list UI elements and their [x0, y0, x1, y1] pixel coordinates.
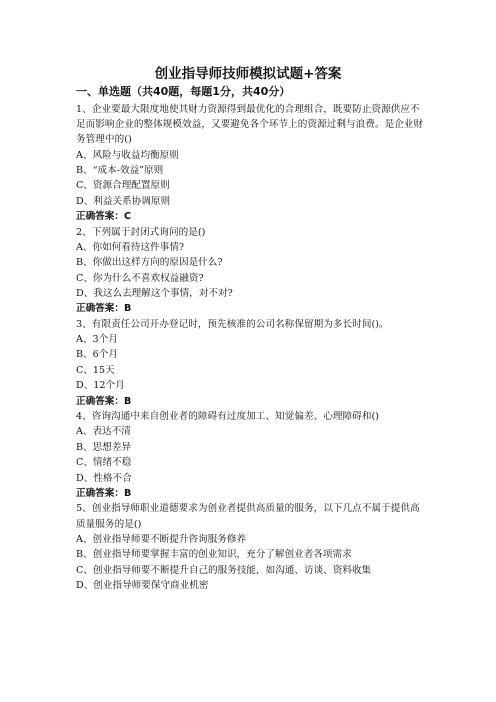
correct-answer: 正确答案：B: [76, 303, 132, 315]
option-b: B、你做出这样方向的原因是什么?: [76, 257, 223, 269]
option-c: C、情绪不稳: [76, 457, 132, 469]
option-d: D、利益关系协调原则: [76, 195, 171, 207]
option-d: D、创业指导师要保守商业机密: [76, 579, 209, 591]
question-2: [76, 225, 428, 317]
option-c: C、资源合理配置原则: [76, 180, 170, 192]
option-d: D、性格不合: [76, 472, 132, 484]
option-d: D、12个月: [76, 380, 125, 392]
question-stem: 3、有限责任公司开办登记时，预先核准的公司名称保留期为多长时间()。: [76, 318, 389, 330]
section-heading: 一、单选题（共40题，每题1分，共40分）: [76, 85, 291, 98]
option-a: A、3个月: [76, 334, 118, 346]
correct-answer: 正确答案：B: [76, 487, 132, 499]
option-c: C、你为什么不喜欢权益融资?: [76, 272, 204, 284]
question-stem: 1、企业要最大限度地使其财力资源得到最优化的合理组合，既要防止资源供应不足而影响企业的整体规模效益，又要避免各个环节上的资源过剩与浪费。是企业财务管理中的(): [76, 104, 424, 146]
option-a: A、风险与收益均衡原则: [76, 149, 179, 161]
document-title: 创业指导师技师模拟试题+答案: [154, 66, 342, 82]
option-a: A、你如何看待这件事情?: [76, 241, 185, 253]
option-c: C、创业指导师要不断提升自己的服务技能，如沟通、访谈、资料收集: [76, 564, 372, 576]
question-4: [76, 409, 428, 501]
question-stem: 4、咨询沟通中来自创业者的障碍有过度加工、知觉偏差、心理障碍和(): [76, 411, 380, 423]
option-c: C、15天: [76, 364, 115, 376]
option-b: B、思想差异: [76, 441, 132, 453]
option-b: B、“成本-效益”原则: [76, 165, 164, 177]
question-1: [76, 102, 428, 225]
correct-answer: 正确答案：C: [76, 211, 132, 223]
option-b: B、6个月: [76, 349, 118, 361]
option-d: D、我这么去理解这个事情，对不对?: [76, 288, 233, 300]
question-list: [76, 102, 428, 593]
option-a: A、创业指导师要不断提升咨询服务修养: [76, 533, 247, 545]
question-3: [76, 317, 428, 409]
option-b: B、创业指导师要掌握丰富的创业知识，充分了解创业者各项需求: [76, 549, 352, 561]
question-5: [76, 501, 428, 593]
correct-answer: 正确答案：B: [76, 395, 132, 407]
option-a: A、表达不清: [76, 426, 131, 438]
question-stem: 2、下列属于封闭式询问的是(): [76, 226, 206, 238]
question-stem: 5、创业指导师职业道德要求为创业者提供高质量的服务，以下几点不属于提供高质量服务的是(): [76, 503, 420, 530]
